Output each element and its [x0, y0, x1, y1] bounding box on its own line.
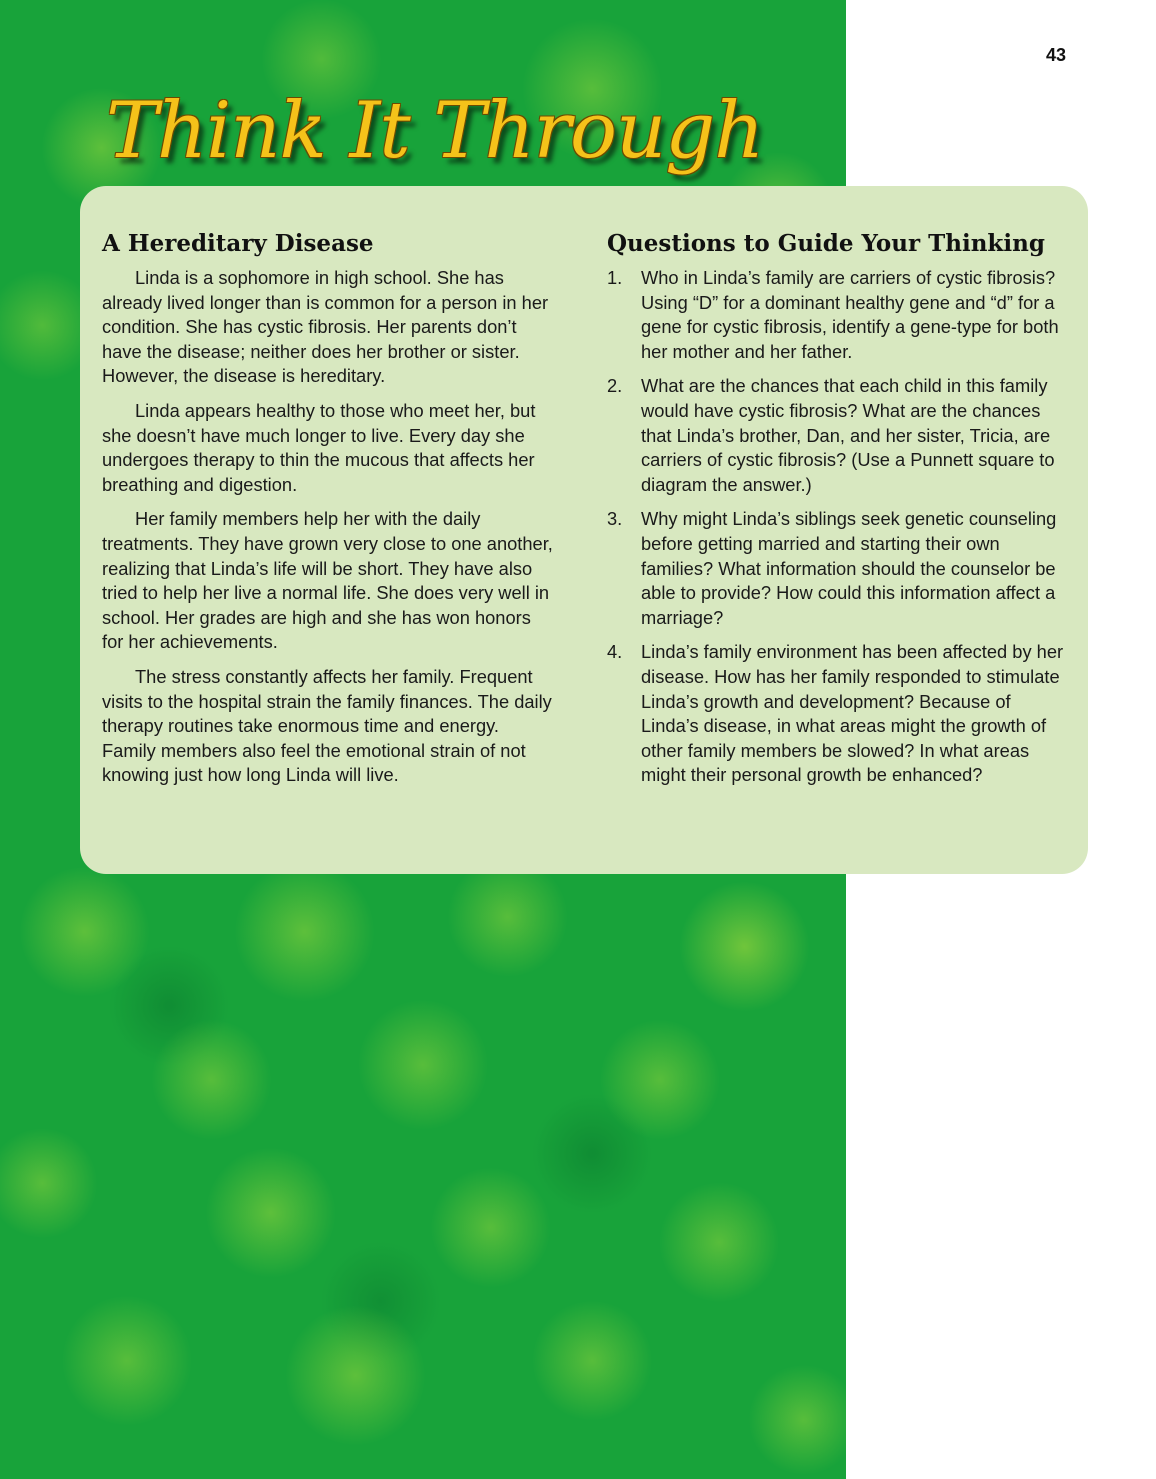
case-study-column — [102, 228, 557, 798]
question-item — [607, 507, 1072, 630]
question-number: 4. — [607, 641, 623, 663]
question-item — [607, 640, 1072, 788]
questions-column — [607, 228, 1072, 798]
case-study-paragraph: The stress constantly affects her family. Frequent visits to the hospital strain the family finances. The daily therapy routines take enormous time and energy. Family members also feel the emotional strain of not knowing just how long Linda will live. — [102, 665, 552, 786]
case-study-paragraph: Her family members help her with the daily treatments. They have grown very close to one another, realizing that Linda’s life will be short. They have also tried to help her live a normal life. She does very well in school. Her grades are high and she has won honors for her achievements. — [102, 508, 553, 653]
question-text: What are the chances that each child in this family would have cystic fibrosis? What are the chances that Linda’s brother, Dan, and her sister, Tricia, are carriers of cystic fibrosis? (Use a Punnett square to diagram the answer.) — [641, 375, 1055, 495]
question-item — [607, 266, 1072, 364]
questions-list — [607, 266, 1072, 788]
question-item — [607, 374, 1072, 497]
page-title: Think It Through — [106, 86, 764, 176]
question-text: Linda’s family environment has been affected by her disease. How has her family responded to stimulate Linda’s growth and development? Because of Linda’s disease, in what areas might the growth of other family members be slowed? In what areas might their personal growth be enhanced? — [641, 641, 1064, 786]
question-number: 1. — [607, 267, 623, 288]
question-number: 2. — [607, 375, 623, 397]
question-text: Who in Linda’s family are carriers of cystic fibrosis? Using “D” for a dominant healthy gene and “d” for a gene for cystic fibrosis, identify a gene-type for both her mother and her father. — [641, 267, 1059, 362]
case-study-heading: A Hereditary Disease — [102, 230, 374, 257]
questions-heading: Questions to Guide Your Thinking — [607, 230, 1045, 257]
page-number: 43 — [1045, 45, 1066, 65]
content-box — [80, 186, 1088, 874]
case-study-paragraph: Linda appears healthy to those who meet her, but she doesn’t have much longer to live. Every day she undergoes therapy to thin the mucous that affects her breathing and digestion. — [102, 399, 536, 495]
question-text: Why might Linda’s siblings seek genetic counseling before getting married and starting their own families? What information should the counselor be able to provide? How could this information affect a marriage? — [641, 508, 1057, 628]
case-study-paragraph: Linda is a sophomore in high school. She has already lived longer than is common for a person in her condition. She has cystic fibrosis. Her parents don’t have the disease; neither does her brother or sister. However, the disease is hereditary. — [102, 267, 549, 387]
question-number: 3. — [607, 508, 623, 530]
